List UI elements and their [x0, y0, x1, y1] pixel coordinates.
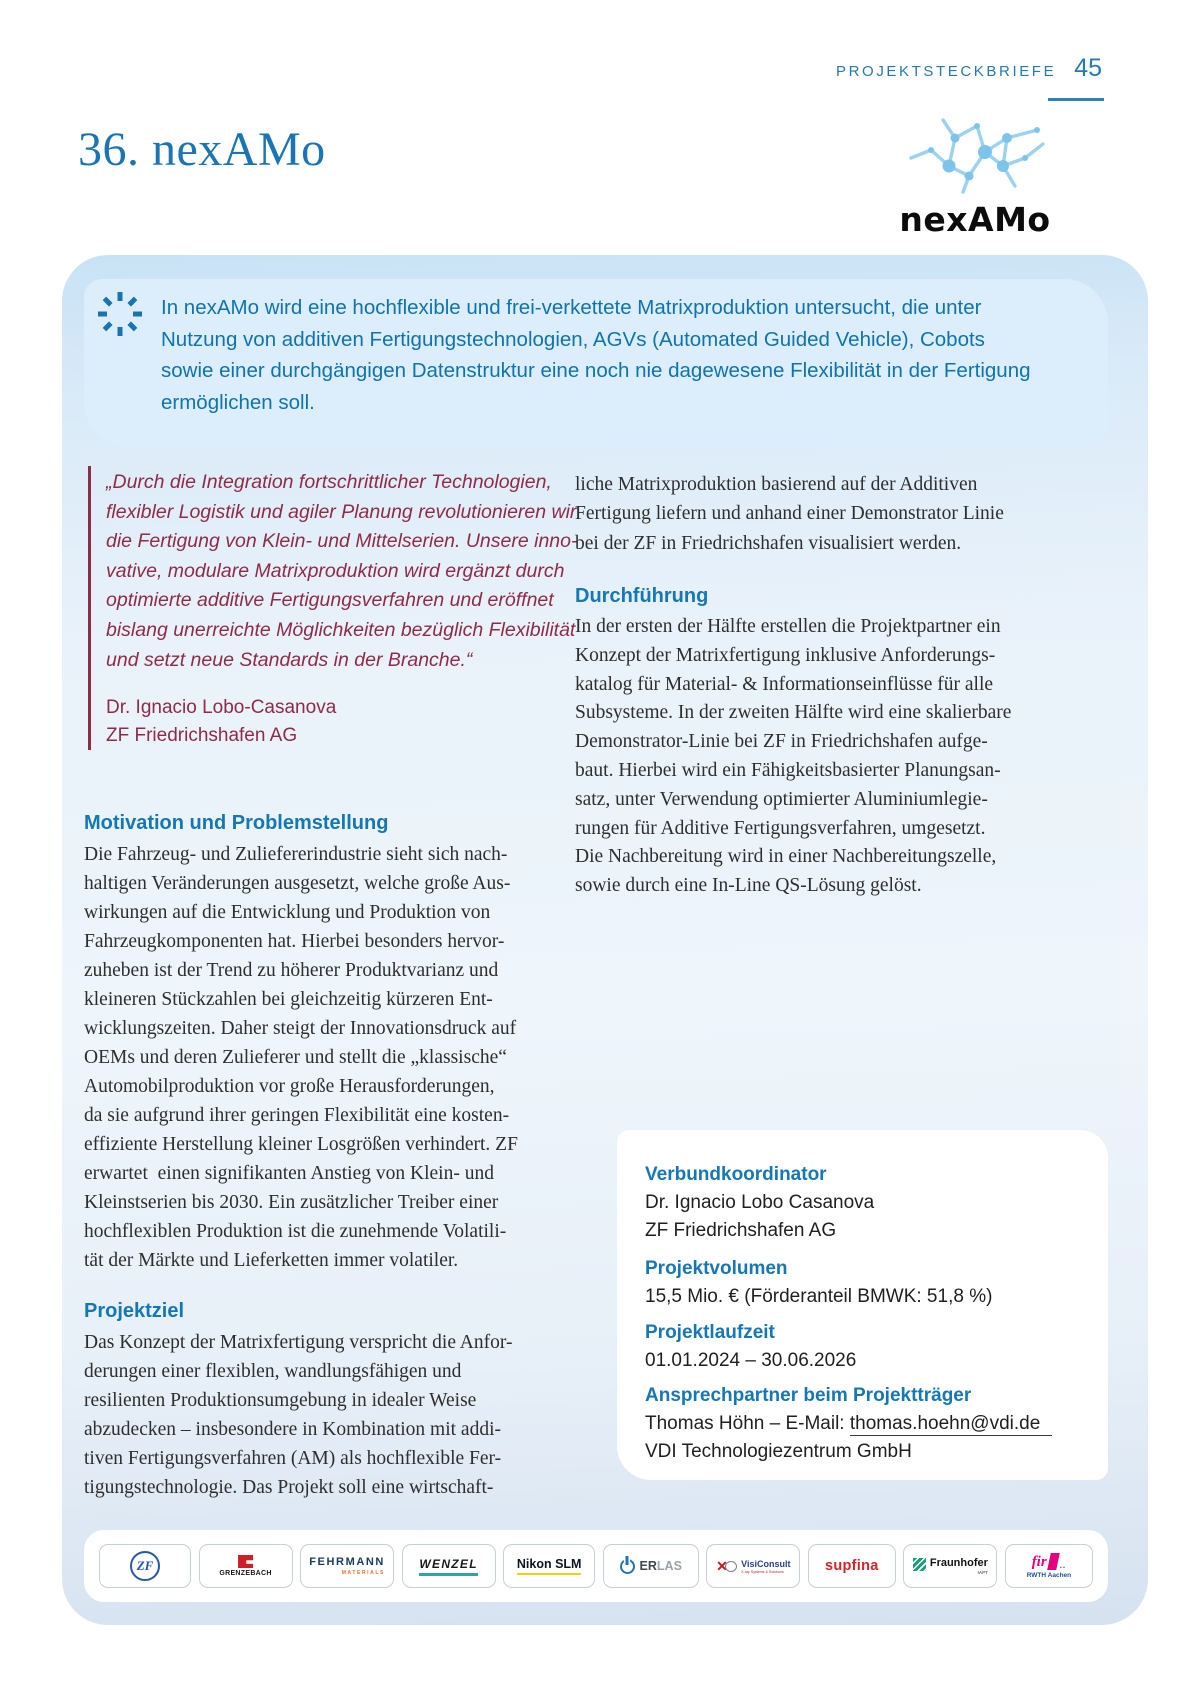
header-rule — [1048, 98, 1104, 101]
infobox-contact-heading: Ansprechpartner beim Projektträger — [645, 1385, 972, 1406]
erlas-power-icon — [620, 1559, 635, 1574]
fir-wordmark: fir — [1031, 1554, 1047, 1570]
paragraph-projektziel-continuation: liche Matrixproduktion basierend auf der Additiven Fertigung liefern und anhand einer Demonstrator Linie bei der ZF in Friedrichshafen visualisiert werden. — [575, 474, 1004, 554]
fraunhofer-square-icon — [913, 1558, 926, 1571]
wenzel-wordmark: WENZEL — [419, 1556, 478, 1571]
grenzebach-g-icon — [238, 1555, 253, 1568]
infobox-contact-org: VDI Technologiezentrum GmbH — [645, 1441, 912, 1462]
page-number: 45 — [1074, 54, 1102, 82]
heading-projektziel: Projektziel — [84, 1300, 185, 1322]
partner-logo-strip — [84, 1530, 1108, 1602]
page-title: 36. nexAMo — [78, 123, 326, 176]
visiconsult-wordmark: VisiConsult — [741, 1558, 791, 1569]
nexamo-logo-text: nexAMo — [899, 200, 1051, 239]
erlas-wordmark-light: LAS — [656, 1559, 682, 1573]
infobox-duration-heading: Projektlaufzeit — [645, 1322, 775, 1343]
infobox-coordinator-heading: Verbundkoordinator — [645, 1164, 827, 1185]
logo-fehrmann — [300, 1544, 394, 1588]
logo-fir-rwth: fir .. RWTH Aachen — [1005, 1544, 1093, 1588]
quote-bar — [88, 466, 91, 750]
erlas-wordmark: ER — [639, 1559, 657, 1573]
nikon-slm-wordmark: Nikon SLM — [516, 1557, 582, 1571]
fir-slab-icon — [1047, 1553, 1060, 1570]
infobox-contact-name: Thomas Höhn – E-Mail: — [645, 1413, 850, 1434]
project-infobox — [617, 1130, 1108, 1480]
heading-durchfuehrung: Durchführung — [575, 585, 709, 607]
nexamo-logo — [895, 112, 1055, 239]
infobox-volume-value: 15,5 Mio. € (Förderanteil BMWK: 51,8 %) — [645, 1286, 993, 1307]
infobox-contact-line — [645, 1413, 1052, 1435]
supfina-wordmark: supfina — [824, 1558, 879, 1574]
page-header — [836, 54, 1102, 83]
network-icon — [903, 112, 1053, 198]
infobox-coordinator-org: ZF Friedrichshafen AG — [645, 1220, 837, 1241]
fehrmann-wordmark: FEHRMANN — [309, 1556, 385, 1568]
logo-visiconsult — [706, 1544, 800, 1588]
quote-attribution: Dr. Ignacio Lobo-Casanova ZF Friedrichshafen AG — [106, 697, 337, 746]
logo-zf — [99, 1544, 191, 1588]
logo-supfina — [808, 1544, 896, 1588]
logo-grenzebach — [199, 1544, 293, 1588]
logo-wenzel — [402, 1544, 496, 1588]
infobox-duration-value: 01.01.2024 – 30.06.2026 — [645, 1350, 857, 1371]
paragraph-motivation: Die Fahrzeug- und Zuliefererindustrie sieht sich nach- haltigen Veränderungen ausgesetzt, welche große Aus- wirkungen auf die Entwicklung und Produktion von Fahrzeugkomponenten hat. Hierbei besonders hervor- zuheben ist der Trend zu höherer Produktvarianz und kleineren Stückzahlen bei gleichzeitig kürzeren Ent- wicklungszeiten. Daher steigt der Innovationsdruck auf OEMs und deren Zulieferer und stellt die „klassische“ Automobilproduktion vor große Herausforderungen, da sie aufgrund ihrer geringen Flexibilität eine kosten- effiziente Herstellung kleiner Losgrößen verhindert. ZF erwartet einen signifikanten Anstieg von Klein- und Kleinstserien bis 2030. Ein zusätzlicher Treiber einer hochflexiblen Produktion ist die zunehmende Volatili- tät der Märkte und Lieferketten immer volatiler. — [84, 844, 518, 1271]
nikon-slm-underline — [517, 1573, 582, 1575]
fehrmann-subtext: MATERIALS — [341, 1570, 385, 1576]
starburst-icon — [94, 288, 146, 340]
logo-nikon-slm — [503, 1544, 595, 1588]
logo-fraunhofer — [903, 1544, 997, 1588]
infobox-coordinator-name: Dr. Ignacio Lobo Casanova — [645, 1192, 875, 1213]
fraunhofer-wordmark: Fraunhofer — [929, 1557, 988, 1569]
fraunhofer-subtext: IAPT — [977, 1570, 988, 1575]
contact-email-link[interactable]: thomas.hoehn@vdi.de — [850, 1413, 1052, 1436]
zf-circle-icon: ZF — [130, 1551, 160, 1581]
visiconsult-subtext: X-ray Systems & Solutions — [741, 1569, 784, 1574]
heading-motivation: Motivation und Problemstellung — [84, 812, 389, 834]
infobox-volume-heading: Projektvolumen — [645, 1258, 788, 1279]
visiconsult-xray-icon: ✕ — [716, 1558, 737, 1575]
fir-subtext: RWTH Aachen — [1026, 1572, 1072, 1579]
paragraph-projektziel: Das Konzept der Matrixfertigung verspricht die Anfor- derungen einer flexiblen, wandlungsfähigen und resilienten Produktionsumgebung in idealer Weise abzudecken – insbesondere in Kombination mit addi- tiven Fertigungsverfahren (AM) als hochflexible Fer- tigungstechnologie. Das Projekt soll eine wirtschaft- — [84, 1332, 513, 1498]
logo-erlas — [603, 1544, 699, 1588]
header-label: PROJEKTSTECKBRIEFE — [836, 63, 1057, 80]
wenzel-underline — [419, 1573, 477, 1576]
intro-text: In nexAMo wird eine hochflexible und frei-verkettete Matrixproduktion untersucht, die unter Nutzung von additiven Fertigungstechnologien, AGVs (Automated Guided Vehicle), Cobots sowie einer durchgängigen Datenstruktur eine noch nie dagewesene Flexibilität in der Fertigung ermöglichen soll. — [161, 296, 1031, 414]
quote-text: „Durch die Integration fortschrittlicher Technologien, flexibler Logistik und agiler Planung revolutionieren wir die Fertigung von Klein- und Mittelserien. Unsere inno- vative, modulare Matrixproduktion wird ergänzt durch optimierte additive Fertigungsverfahren und eröffnet bislang unerreichte Möglichkeiten bezüglich Flexibilität und setzt neue Standards in der Branche.“ — [106, 471, 578, 671]
grenzebach-wordmark: GRENZEBACH — [219, 1570, 272, 1577]
paragraph-durchfuehrung: In der ersten der Hälfte erstellen die Projektpartner ein Konzept der Matrixfertigung inklusive Anforderungs- katalog für Material- & Informationseinflüsse für alle Subsysteme. In der zweiten Hälfte wird eine skalierbare Demonstrator-Linie bei ZF in Friedrichshafen aufge- baut. Hierbei wird ein Fähigkeitsbasierter Planungsan- satz, unter Verwendung optimierter Aluminiumlegie- rungen für Additive Fertigungsverfahren, umgesetzt. Die Nachbereitung wird in einer Nachbereitungszelle, sowie durch eine In-Line QS-Lösung gelöst. — [575, 616, 1012, 897]
